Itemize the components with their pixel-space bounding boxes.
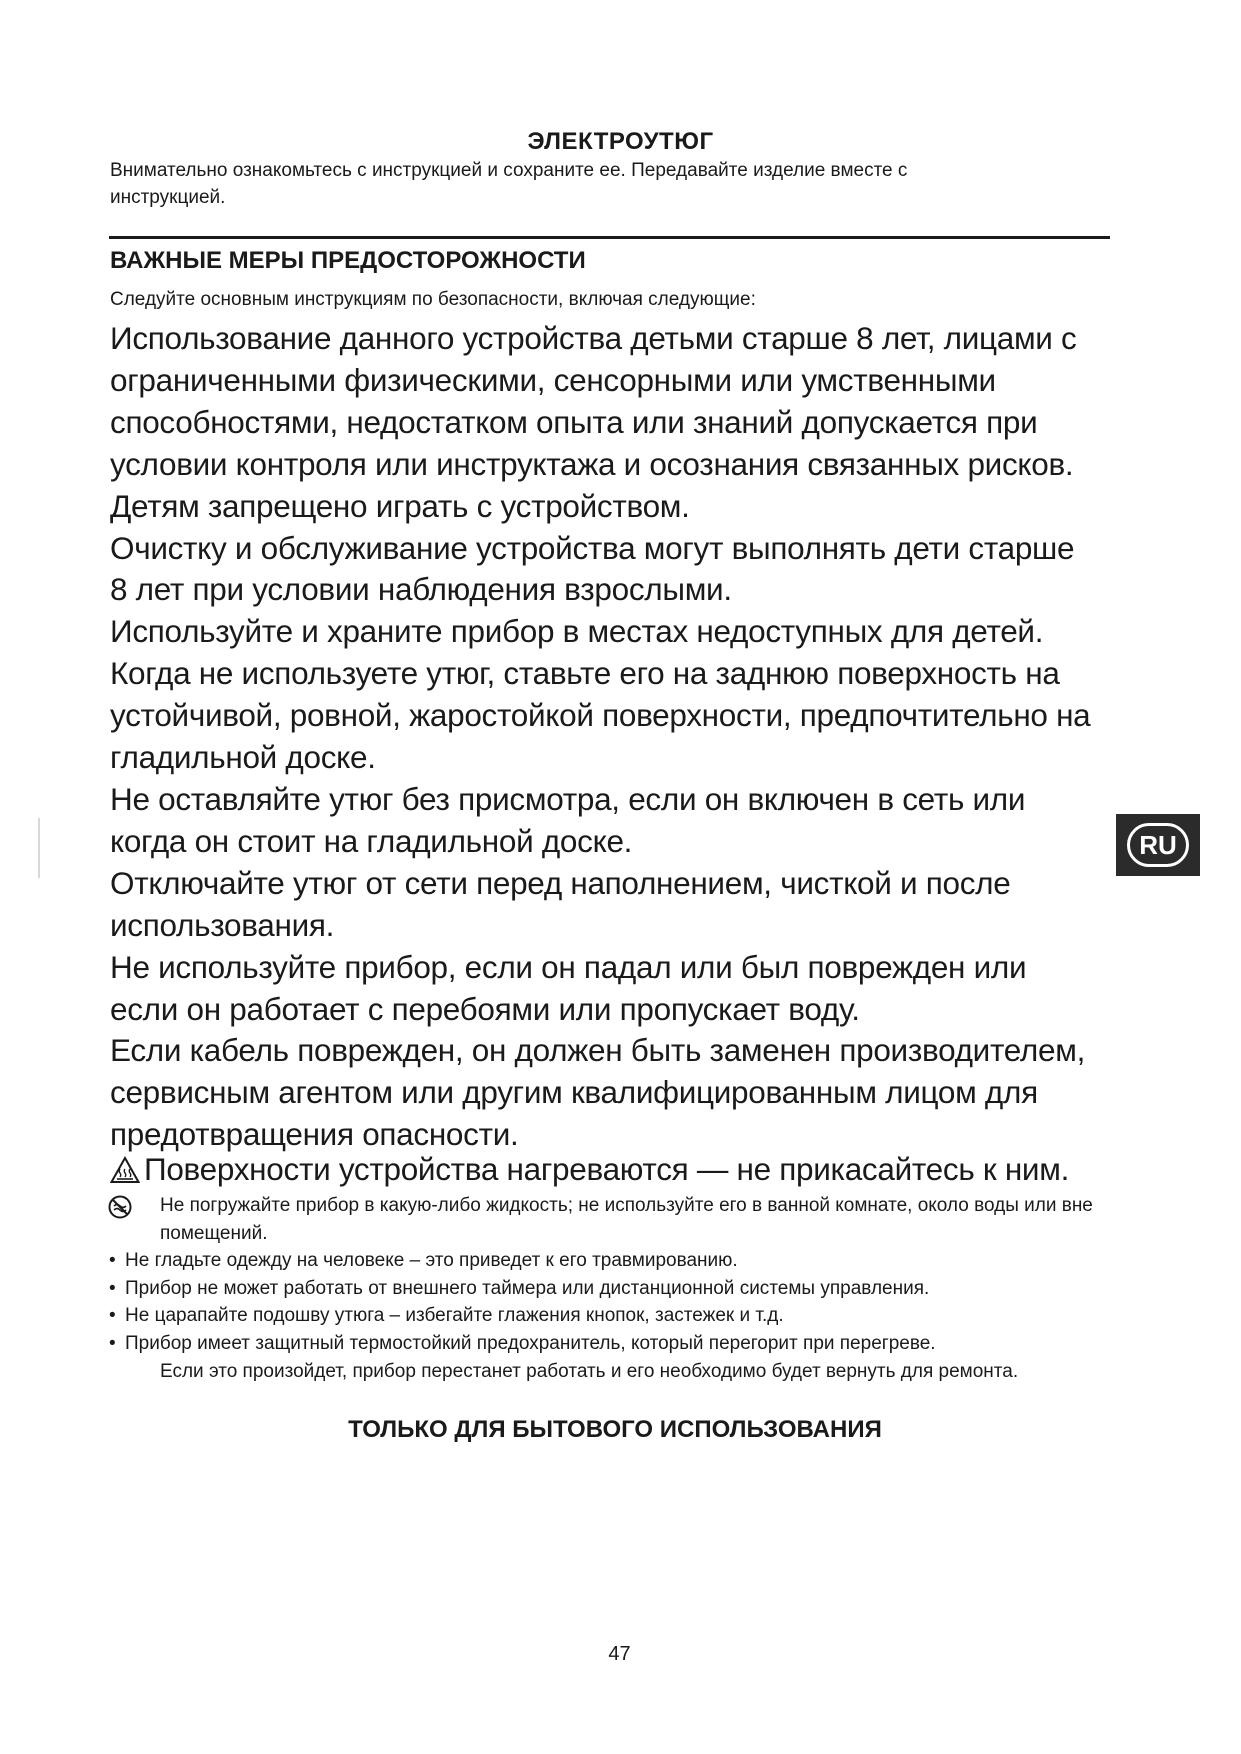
bullet-icon: • xyxy=(109,1305,116,1327)
safety-paragraph: Не оставляйте утюг без присмотра, если он включен в сеть или когда он стоит на гладильной доске. xyxy=(110,780,1026,859)
bullet-item xyxy=(108,1330,1098,1385)
bullet-icon: • xyxy=(109,1332,116,1354)
safety-paragraph: Отключайте утюг от сети перед наполнением, чисткой и после использования. xyxy=(110,864,1011,943)
safety-paragraph: Используйте и храните прибор в местах недоступных для детей. xyxy=(110,613,1044,650)
bullet-text: Прибор не может работать от внешнего таймера или дистанционной системы управления. xyxy=(125,1277,930,1299)
lead-text: Следуйте основным инструкциям по безопасности, включая следующие: xyxy=(110,289,756,310)
hot-surface-warning-icon xyxy=(110,1156,140,1184)
no-immersion-warning xyxy=(108,1192,1098,1247)
bullet-item xyxy=(108,1247,1098,1275)
bullet-text: Прибор имеет защитный термостойкий предохранитель, который перегорит при перегреве. xyxy=(125,1332,936,1354)
section-divider xyxy=(109,236,1110,239)
safety-paragraph: Использование данного устройства детьми старше 8 лет, лицами с ограниченными физическими, сенсорными или умственными способностями, недостатком опыта или знаний допускается при условии контроля или инструктажа и осознания связанных рисков. xyxy=(110,320,1077,482)
no-immersion-text: Не погружайте прибор в какую-либо жидкость; не используйте его в ванной комнате, около воды или вне помещений. xyxy=(160,1195,1093,1244)
hot-surface-warning xyxy=(110,1148,1110,1190)
bullet-continuation: Если это произойдет, прибор перестанет работать и его необходимо будет вернуть для ремонта. xyxy=(160,1360,1019,1382)
bullet-item xyxy=(108,1275,1098,1303)
footer-title: ТОЛЬКО ДЛЯ БЫТОВОГО ИСПОЛЬЗОВАНИЯ xyxy=(348,1416,882,1443)
safety-paragraph: Детям запрещено играть с устройством. xyxy=(110,487,690,524)
bullet-text: Не гладьте одежду на человеке – это приведет к его травмированию. xyxy=(125,1250,738,1272)
bullet-item xyxy=(108,1302,1098,1330)
bullet-icon: • xyxy=(109,1277,116,1299)
bullet-icon: • xyxy=(109,1250,116,1272)
hot-surface-warning-text: Поверхности устройства нагреваются — не прикасайтесь к ним. xyxy=(144,1151,1070,1187)
safety-paragraph: Не используйте прибор, если он падал или был поврежден или если он работает с перебоями или пропускает воду. xyxy=(110,948,1027,1027)
section-title: ВАЖНЫЕ МЕРЫ ПРЕДОСТОРОЖНОСТИ xyxy=(110,247,586,274)
safety-paragraph: Очистку и обслуживание устройства могут выполнять дети старше 8 лет при условии наблюдения взрослыми. xyxy=(110,529,1075,608)
language-badge: RU xyxy=(1127,823,1189,867)
safety-paragraph: Когда не используете утюг, ставьте его на заднюю поверхность на устойчивой, ровной, жаростойкой поверхности, предпочтительно на гладильной доске. xyxy=(110,655,1091,776)
margin-mark xyxy=(38,818,40,878)
page-number: 47 xyxy=(608,1643,631,1665)
no-immersion-icon xyxy=(108,1195,132,1219)
bullet-text: Не царапайте подошву утюга – избегайте глажения кнопок, застежек и т.д. xyxy=(125,1305,784,1327)
document-title: ЭЛЕКТРОУТЮГ xyxy=(527,128,714,155)
language-tab xyxy=(1116,814,1200,876)
additional-warnings xyxy=(108,1192,1098,1385)
intro-text: Внимательно ознакомьтесь с инструкцией и сохраните ее. Передавайте изделие вместе с инструкцией. xyxy=(110,160,908,208)
safety-paragraph: Если кабель поврежден, он должен быть заменен производителем, сервисным агентом или другим квалифицированным лицом для предотвращения опасности. xyxy=(110,1032,1086,1153)
safety-paragraphs xyxy=(110,318,1095,1156)
